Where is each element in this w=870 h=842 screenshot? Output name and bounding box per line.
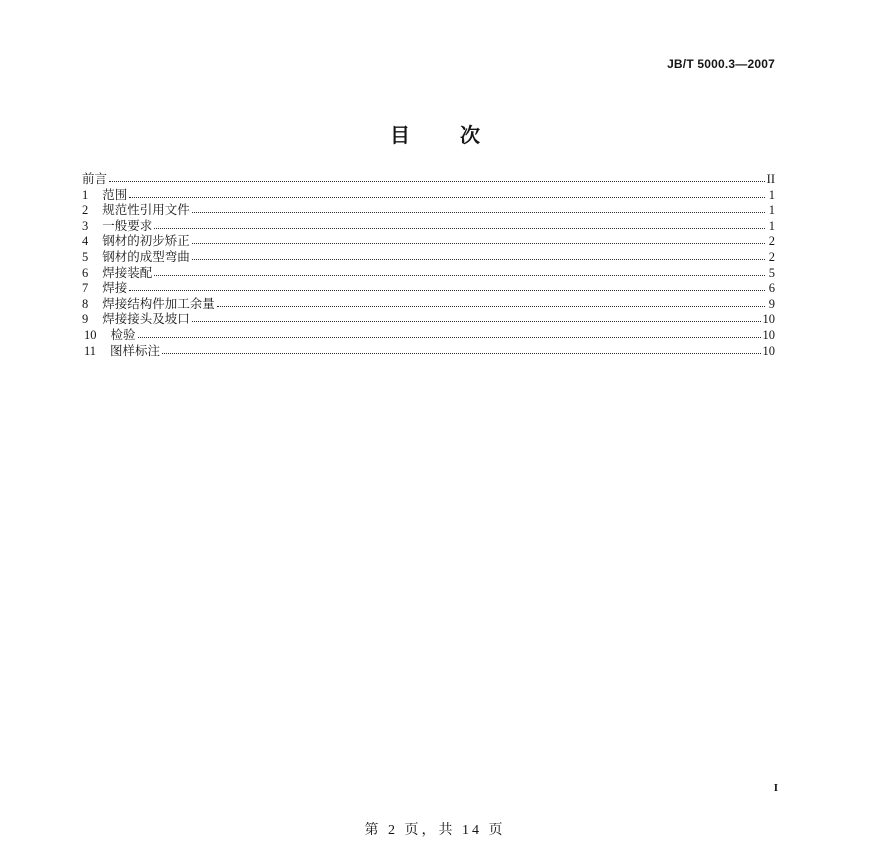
toc-entry-10 [82, 328, 775, 344]
toc-entry-number: 3 [82, 218, 89, 233]
page-footer: 第 2 页，共 14 页 [364, 823, 506, 838]
toc-entry-number: 11 [84, 343, 97, 358]
toc-entry-title: 范围 [102, 187, 128, 202]
toc-entry-page: 1 [768, 203, 775, 218]
dot-leader [217, 306, 765, 307]
toc-entry-page: 5 [768, 265, 775, 280]
toc-entry-page: II [766, 172, 775, 186]
toc-entry-number: 2 [82, 203, 89, 218]
toc-entry-7 [82, 281, 775, 297]
toc-entry-title: 焊接装配 [102, 265, 153, 280]
toc-entry-number: 10 [84, 327, 97, 342]
toc-entry-title: 前言 [82, 172, 108, 186]
toc-entry-page: 2 [768, 249, 775, 264]
toc-entry-title: 焊接结构件加工余量 [102, 296, 215, 311]
dot-leader [129, 290, 765, 291]
document-code: JB/T 5000.3—2007 [667, 57, 775, 71]
toc-entry-9 [82, 312, 775, 328]
toc-entry-page: 6 [768, 281, 775, 296]
toc-entry-11 [82, 344, 775, 360]
toc-entry-number: 8 [82, 296, 89, 311]
dot-leader [192, 212, 765, 213]
dot-leader [154, 275, 765, 276]
toc-entry-6 [82, 266, 775, 282]
toc-entry-number: 6 [82, 265, 89, 280]
toc-entry-page: 2 [768, 234, 775, 249]
toc-entry-8 [82, 297, 775, 313]
toc-entry-page: 10 [762, 312, 775, 327]
toc-entry-page: 9 [768, 296, 775, 311]
toc-entry-title: 一般要求 [102, 218, 153, 233]
dot-leader [129, 197, 765, 198]
toc-entry-title: 钢材的初步矫正 [102, 234, 190, 249]
toc-entry-number: 1 [82, 187, 89, 202]
page-title: 目 次 [390, 125, 495, 147]
dot-leader [192, 243, 765, 244]
toc-entry-page: 10 [762, 327, 775, 342]
toc-entry-number: 9 [82, 312, 89, 327]
toc-entry-number: 5 [82, 249, 89, 264]
toc-entry-page: 1 [768, 218, 775, 233]
toc-entry-title: 焊接接头及坡口 [102, 312, 190, 327]
dot-leader [162, 353, 760, 354]
toc-entry-2 [82, 203, 775, 219]
toc-entry-page: 1 [768, 187, 775, 202]
toc-entry-3 [82, 219, 775, 235]
toc-entry-title: 钢材的成型弯曲 [102, 249, 190, 264]
toc-entry-title: 焊接 [102, 281, 128, 296]
dot-leader [154, 228, 765, 229]
toc-entry-5 [82, 250, 775, 266]
toc-entry-page: 10 [762, 343, 775, 358]
toc-entry-number: 4 [82, 234, 89, 249]
dot-leader [192, 321, 761, 322]
toc-entry-4 [82, 234, 775, 250]
toc-entry-title: 检验 [110, 327, 136, 342]
toc-entry-1 [82, 188, 775, 204]
dot-leader [138, 337, 761, 338]
toc-entry-foreword [82, 172, 775, 188]
table-of-contents [82, 172, 775, 359]
toc-entry-number: 7 [82, 281, 89, 296]
dot-leader [109, 181, 765, 182]
toc-entry-title: 规范性引用文件 [102, 203, 190, 218]
dot-leader [192, 259, 765, 260]
page-number: I [773, 782, 778, 794]
toc-entry-title: 图样标注 [110, 343, 161, 358]
